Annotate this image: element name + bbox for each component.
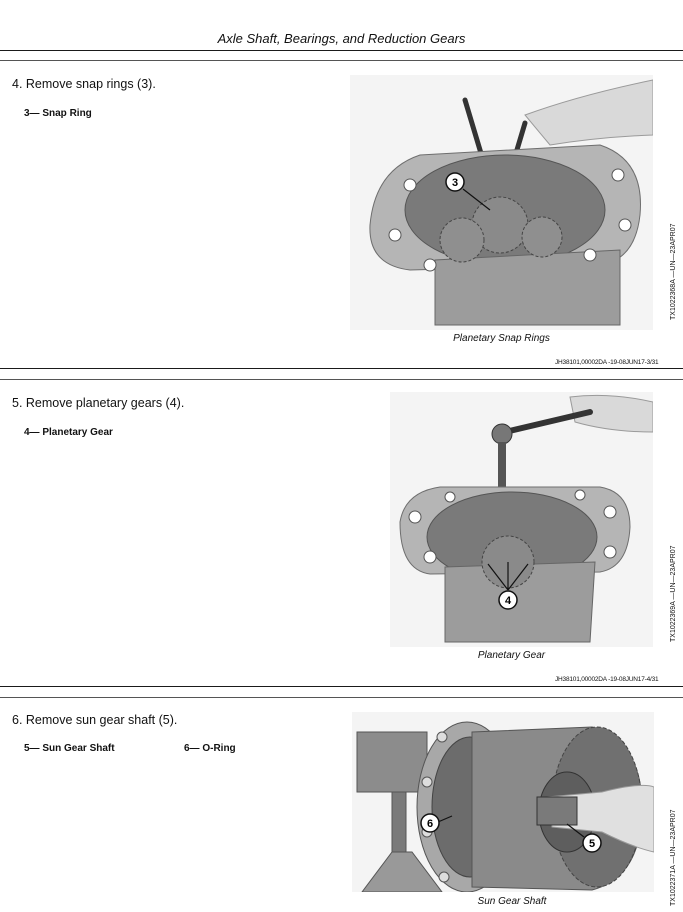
section-rule-1-lower [0, 379, 683, 380]
doc-ref-2: JH38101,00002DA -19-08JUN17-4/31 [555, 676, 659, 683]
caption-planetary-gear: Planetary Gear [477, 650, 546, 661]
legend-sun-gear-shaft: 5— Sun Gear Shaft [24, 743, 115, 754]
step-4-instruction: 4. Remove snap rings (3). [12, 77, 156, 91]
figure-id-3: TX1022371A —UN—23APR07 [670, 809, 677, 906]
caption-planetary-snap-rings: Planetary Snap Rings [453, 333, 550, 344]
section-rule-1 [0, 368, 683, 369]
step-5-instruction: 5. Remove planetary gears (4). [12, 396, 185, 410]
doc-ref-1: JH38101,00002DA -19-08JUN17-3/31 [555, 359, 659, 366]
callout-3-label: 3 [451, 177, 459, 189]
section-rule-2 [0, 686, 683, 687]
snap-ring-photo [350, 75, 653, 330]
header-rule-lower [0, 60, 683, 61]
legend-snap-ring: 3— Snap Ring [24, 108, 92, 119]
legend-planetary-gear: 4— Planetary Gear [24, 427, 113, 438]
sun-gear-shaft-photo [352, 712, 654, 892]
figure-id-1: TX1022368A —UN—23APR07 [670, 223, 677, 320]
planetary-gear-photo [390, 392, 653, 647]
caption-sun-gear-shaft: Sun Gear Shaft [477, 896, 547, 907]
callout-5-label: 5 [588, 838, 596, 850]
figure-id-2: TX1022369A —UN—23APR07 [670, 545, 677, 642]
step-6-instruction: 6. Remove sun gear shaft (5). [12, 713, 178, 727]
callout-6-label: 6 [426, 818, 434, 830]
legend-o-ring: 6— O-Ring [184, 743, 236, 754]
callout-4-label: 4 [504, 595, 512, 607]
header-rule [0, 50, 683, 51]
page-header-title: Axle Shaft, Bearings, and Reduction Gears [217, 31, 466, 46]
section-rule-2-lower [0, 697, 683, 698]
